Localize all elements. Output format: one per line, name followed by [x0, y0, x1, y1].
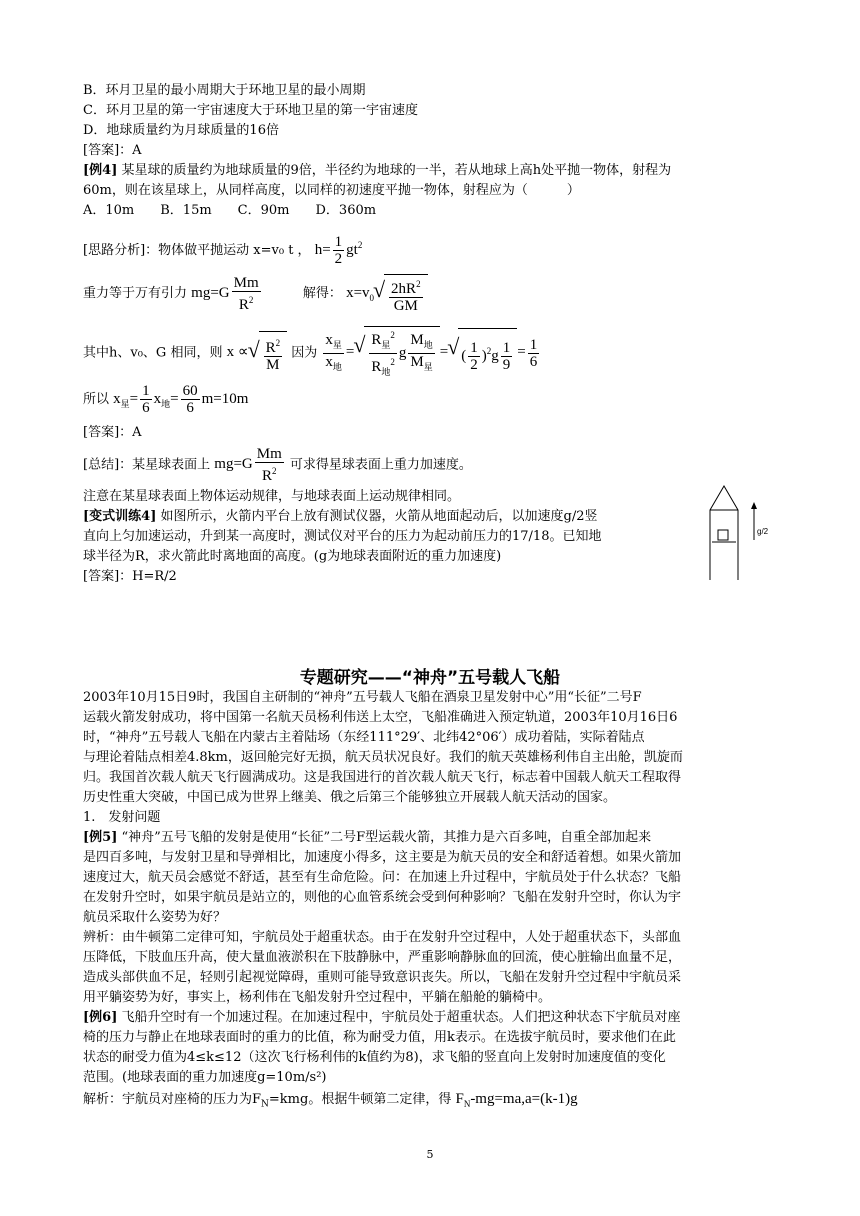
because-label: 因为: [291, 345, 318, 361]
example-6-tag: [例6]: [83, 1010, 118, 1025]
variant-text-a: 如图所示，火箭内平台上放有测试仪器，火箭从地面起动后，以加速度g/2竖: [160, 509, 598, 524]
example-6-line-1: [83, 1009, 681, 1027]
example-5-line-4: 在发射升空时，如果宇航员是站立的，则他的心血管系统会受到何种影响？飞船在发射升空时，你认为宇: [83, 890, 682, 905]
example-4-options: A．10m B．15m C．90m D．360m: [83, 203, 377, 218]
formula-x: $x=v_0$ √ $\frac{2hR^2}{GM}$: [346, 285, 427, 301]
example-5-line-2: 是四百多吨，与发射卫星和导弹相比，加速度小得多，这主要是为航天员的安全和舒适着想。如果火箭加: [83, 850, 682, 865]
intro-line-5: 归。我国首次载人航天飞行圆满成功。这是我国进行的首次载人航天飞行，标志着中国载人航天工程取得: [83, 770, 682, 785]
intro-line-4: 与理论着陆点相差4.8km，返回舱完好无损，航天员状况良好。我们的航天英雄杨利伟自主出舱，凯旋而: [83, 750, 683, 765]
analysis-5-line-2: 压降低，下肢血压升高，使大量血液淤积在下肢静脉中，严重影响静脉血的回流，使心脏输出血量不足，: [83, 950, 682, 965]
answer-1: [答案]：A: [83, 143, 142, 158]
intro-line-2: 运载火箭发射成功，将中国第一名航天员杨利伟送上太空，飞船准确进入预定轨道，2003年10月16日6: [83, 710, 678, 725]
rocket-diagram: [698, 482, 780, 582]
formula-prop: x ∝ √ $\frac{R^2}{M}$: [227, 344, 287, 360]
rocket-body: [710, 486, 738, 580]
example-6-text: 飞船升空时有一个加速过程。在加速过程中，宇航员处于超重状态。人们把这种状态下宇航员对座: [121, 1010, 681, 1025]
so-prefix: 所以: [83, 392, 110, 407]
intro-line-3: 时，“神舟”五号载人飞船在内蒙古主着陆场（东经111°29′、北纬42°06′）成功着陆，实际着陆点: [83, 730, 645, 745]
answer-2: [答案]：A: [83, 425, 142, 440]
analysis-5-line-3: 造成头部供血不足，轻则引起视觉障碍，重则可能导致意识丧失。所以，飞船在发射升空过程中宇航员采: [83, 970, 682, 985]
example-5-line-5: 航员采取什么姿势为好？: [83, 910, 227, 925]
test-instrument: [718, 530, 728, 540]
example-5-line-3: 速度过大，航天员会感觉不舒适，甚至有生命危险。问：在加速上升过程中，宇航员处于什么状态？飞船: [83, 870, 682, 885]
example-4-line-1: [83, 162, 671, 180]
variant-tag: [变式训练4]: [83, 509, 157, 524]
example-6-line-4: 范围。(地球表面的重力加速度g=10m/s²): [83, 1070, 327, 1085]
formula-mg: mg=G $\frac{Mm}{R^2}$: [191, 274, 259, 313]
summary-suffix: 可求得星球表面上重力加速度。: [289, 457, 472, 473]
option-b: B．环月卫星的最小周期大于环地卫星的最小周期: [83, 83, 366, 98]
acceleration-label: g/2: [757, 527, 769, 536]
formula-newton: $F_N-mg=ma,a=(k-1)g$: [455, 1091, 578, 1109]
example-4-tag: [例4]: [83, 163, 118, 178]
analysis-prefix: [思路分析]：物体做平抛运动 x=v₀ t ，: [83, 243, 311, 258]
page-number: 5: [426, 1148, 434, 1161]
analysis-6-mid: =kmg。根据牛顿第二定律，得: [268, 1092, 452, 1107]
example-5-line-1: [83, 829, 651, 847]
example-4-text-a: 某星球的质量约为地球质量的9倍，半径约为地球的一半，若从地球上高h处平抛一物体，射程为: [121, 163, 672, 178]
option-d: D．地球质量约为月球质量的16倍: [83, 123, 279, 138]
variant-line-2: 直向上匀加速运动，升到某一高度时，测试仪对平台的压力为起动前压力的17/18。已知地: [83, 529, 602, 544]
example-4-line-2: 60m，则在该星球上，从同样高度，以同样的初速度平抛一物体，射程应为（ ）: [83, 183, 580, 198]
formula-ratio: $\frac{x_星}{x_地}$ = √ $\frac{R_星^2}{R_地^2}$ g $\frac{M_地}{M_星}$ =√ ( $\frac{1}{2}$ )$^2$g $\frac{1}{9}$ = $\frac{1}{6}$: [321, 344, 541, 360]
example-6-line-2: 椅的压力与静止在地球表面时的重力的比值，称为耐受力值，用k表示。在选拔宇航员时，要求他们在此: [83, 1030, 676, 1045]
analysis-5-line-4: 用平躺姿势为好，事实上，杨利伟在飞船发射升空过程中，平躺在船舱的躺椅中。: [83, 990, 552, 1005]
formula-summary: mg=G $\frac{Mm}{R^2}$: [214, 446, 282, 484]
solve-label: 解得：: [302, 286, 342, 302]
intro-line-6: 历史性重大突破，中国已成为世界上继美、俄之后第三个能够独立开展载人航天活动的国家。: [83, 790, 617, 805]
section-title: 专题研究——“神舟”五号载人飞船: [299, 668, 561, 688]
variant-line-1: [83, 508, 597, 526]
variant-answer: [答案]：H=R/2: [83, 569, 177, 584]
variant-line-3: 球半径为R，求火箭此时离地面的高度。(g为地球表面附近的重力加速度): [83, 549, 502, 564]
gravity-prefix: 重力等于万有引力: [83, 286, 188, 302]
formula-h: h= $\frac{1}{2}$ $gt^2$: [314, 234, 363, 268]
option-c: C．环月卫星的第一宇宙速度大于环地卫星的第一宇宙速度: [83, 103, 418, 118]
section-1-heading: 1. 发射问题: [83, 810, 161, 825]
summary-prefix: [总结]：某星球表面上: [83, 457, 211, 473]
formula-result: $x_星=$ $\frac{1}{6}$ $x_地=$ $\frac{60}{6}$ m=10m: [113, 383, 249, 417]
analysis-6-line: 解析：宇航员对座椅的压力为$F_N=kmg$。根据牛顿第二定律，得 $F_N-mg=ma,a=(k-1)g$: [83, 1091, 578, 1110]
example-5-tag: [例5]: [83, 830, 118, 845]
note-line: 注意在某星球表面上物体运动规律，与地球表面上运动规律相同。: [83, 489, 461, 504]
example-6-line-3: 状态的耐受力值为4≤k≤12（这次飞行杨利伟的k值约为8)，求飞船的竖直向上发射时加速度值的变化: [83, 1050, 666, 1065]
since-line: [83, 326, 541, 380]
since-prefix: 其中h、v₀、G 相同，则: [83, 345, 223, 361]
example-5-text: “神舟”五号飞船的发射是使用“长征”二号F型运载火箭，其推力是六百多吨，自重全部加起来: [121, 830, 652, 845]
gravity-line: [83, 274, 428, 317]
intro-line-1: 2003年10月15日9时，我国自主研制的“神舟”五号载人飞船在酒泉卫星发射中心”用“长征”二号F: [83, 690, 642, 705]
summary-line: [83, 446, 472, 484]
analysis-5-line-1: 辨析：由牛顿第二定律可知，宇航员处于超重状态。由于在发射升空过程中，人处于超重状态下，头部血: [83, 930, 682, 945]
analysis-line: [83, 228, 362, 268]
analysis-6-prefix: 解析：宇航员对座椅的压力为F: [83, 1092, 262, 1107]
so-line: [83, 382, 248, 421]
